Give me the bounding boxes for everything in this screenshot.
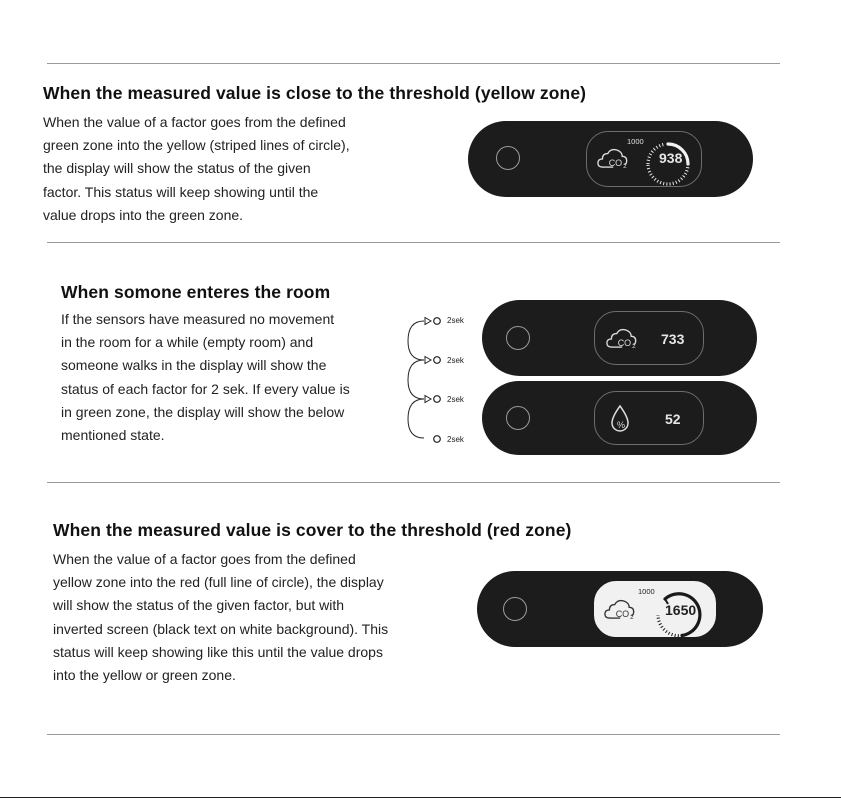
- divider-3: [47, 734, 780, 735]
- device-button[interactable]: [506, 326, 530, 350]
- sequence-arrows: [400, 312, 440, 447]
- section-red-description: [53, 548, 388, 687]
- device-screen: [594, 311, 704, 365]
- threshold-label: 1000: [638, 587, 655, 596]
- text-line: yellow zone into the red (full line of circle), the display: [53, 574, 384, 591]
- cloud-co2-icon: [597, 147, 633, 171]
- divider-top: [47, 63, 780, 64]
- text-line: someone walks in the display will show the: [61, 357, 327, 374]
- device-co2: [482, 300, 757, 376]
- display-value: 1650: [665, 602, 697, 618]
- text-line: the display will show the status of the given: [43, 160, 311, 177]
- section-yellow-description: [43, 111, 350, 227]
- device-screen: [594, 391, 704, 445]
- device-button[interactable]: [503, 597, 527, 621]
- device-humidity: [482, 381, 757, 455]
- text-line: in the room for a while (empty room) and: [61, 334, 314, 351]
- text-line: value drops into the green zone.: [43, 206, 244, 223]
- text-line: status of each factor for 2 sek. If every value is: [61, 380, 350, 397]
- divider-1: [47, 242, 780, 243]
- cloud-co2-icon: [604, 598, 640, 622]
- text-line: factor. This status will keep showing until the: [43, 183, 319, 200]
- section-yellow-title: When the measured value is close to the threshold (yellow zone): [43, 83, 587, 103]
- text-line: green zone into the yellow (striped lines of circle),: [43, 137, 350, 154]
- section-enter-description: [61, 308, 350, 447]
- text-line: inverted screen (black text on white background). This: [53, 620, 389, 637]
- text-line: When the value of a factor goes from the defined: [53, 551, 356, 567]
- sequence-step-label: 2sek: [447, 395, 464, 404]
- divider-2: [47, 482, 780, 483]
- sequence-step-label: 2sek: [447, 316, 464, 325]
- display-value: 938: [659, 150, 683, 166]
- text-line: will show the status of the given factor, but with: [53, 597, 345, 614]
- device-button[interactable]: [496, 146, 520, 170]
- text-line: into the yellow or green zone.: [53, 667, 236, 684]
- text-line: If the sensors have measured no movement: [61, 311, 335, 327]
- device-screen-inverted: [594, 581, 716, 637]
- page-edge-rule: [0, 797, 841, 798]
- display-value: 52: [665, 411, 681, 427]
- text-line: in green zone, the display will show the below: [61, 403, 345, 420]
- text-line: mentioned state.: [61, 427, 165, 444]
- display-value: 733: [661, 331, 685, 347]
- threshold-label: 1000: [627, 137, 644, 146]
- section-red-title: When the measured value is cover to the threshold (red zone): [53, 520, 572, 540]
- humidity-drop-icon: [609, 404, 631, 434]
- text-line: When the value of a factor goes from the defined: [43, 114, 346, 130]
- device-button[interactable]: [506, 406, 530, 430]
- text-line: status will keep showing like this until the value drops: [53, 643, 383, 660]
- svg-text:%: %: [617, 420, 626, 430]
- device-red: [477, 571, 763, 647]
- sequence-step-label: 2sek: [447, 435, 464, 444]
- device-yellow: [468, 121, 753, 197]
- sequence-step-label: 2sek: [447, 356, 464, 365]
- section-enter-title: When somone enteres the room: [61, 282, 331, 302]
- cloud-co2-icon: [606, 327, 642, 351]
- device-screen: [586, 131, 702, 187]
